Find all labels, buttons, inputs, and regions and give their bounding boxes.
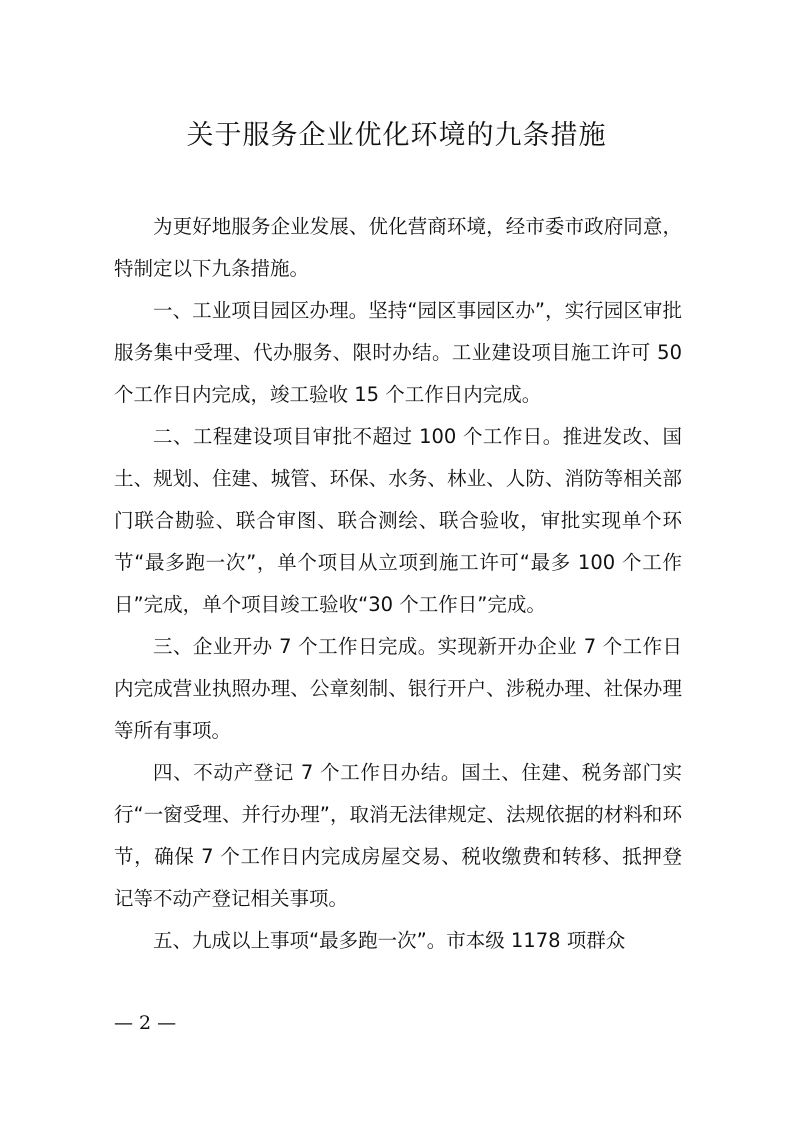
page-number: — 2 — <box>114 1012 177 1034</box>
paragraph-measure-2: 二、工程建设项目审批不超过 100 个工作日。推进发改、国土、规划、住建、城管、环保、水务、林业、人防、消防等相关部门联合勘验、联合审图、联合测绘、联合验收，审批实现单个环节“最多跑一次”，单个项目从立项到施工许可“最多 100 个工作日”完成，单个项目竣工验收“30 个工作日”完成。 <box>114 425 682 616</box>
paragraph-measure-5: 五、九成以上事项“最多跑一次”。市本级 1178 项群众 <box>153 929 626 952</box>
paragraph-intro: 为更好地服务企业发展、优化营商环境，经市委市政府同意，特制定以下九条措施。 <box>114 215 682 280</box>
paragraph-measure-4: 四、不动产登记 7 个工作日办结。国土、住建、税务部门实行“一窗受理、并行办理”，取消无法律规定、法规依据的材料和环节，确保 7 个工作日内完成房屋交易、税收缴费和转移、抵押登记等不动产登记相关事项。 <box>114 761 682 910</box>
document-title: 关于服务企业优化环境的九条措施 <box>186 120 607 151</box>
paragraph-measure-1: 一、工业项目园区办理。坚持“园区事园区办”，实行园区审批服务集中受理、代办服务、限时办结。工业建设项目施工许可 50 个工作日内完成，竣工验收 15 个工作日内完成。 <box>114 299 682 406</box>
paragraph-measure-3: 三、企业开办 7 个工作日完成。实现新开办企业 7 个工作日内完成营业执照办理、公章刻制、银行开户、涉税办理、社保办理等所有事项。 <box>114 635 682 742</box>
document-body <box>114 206 682 962</box>
